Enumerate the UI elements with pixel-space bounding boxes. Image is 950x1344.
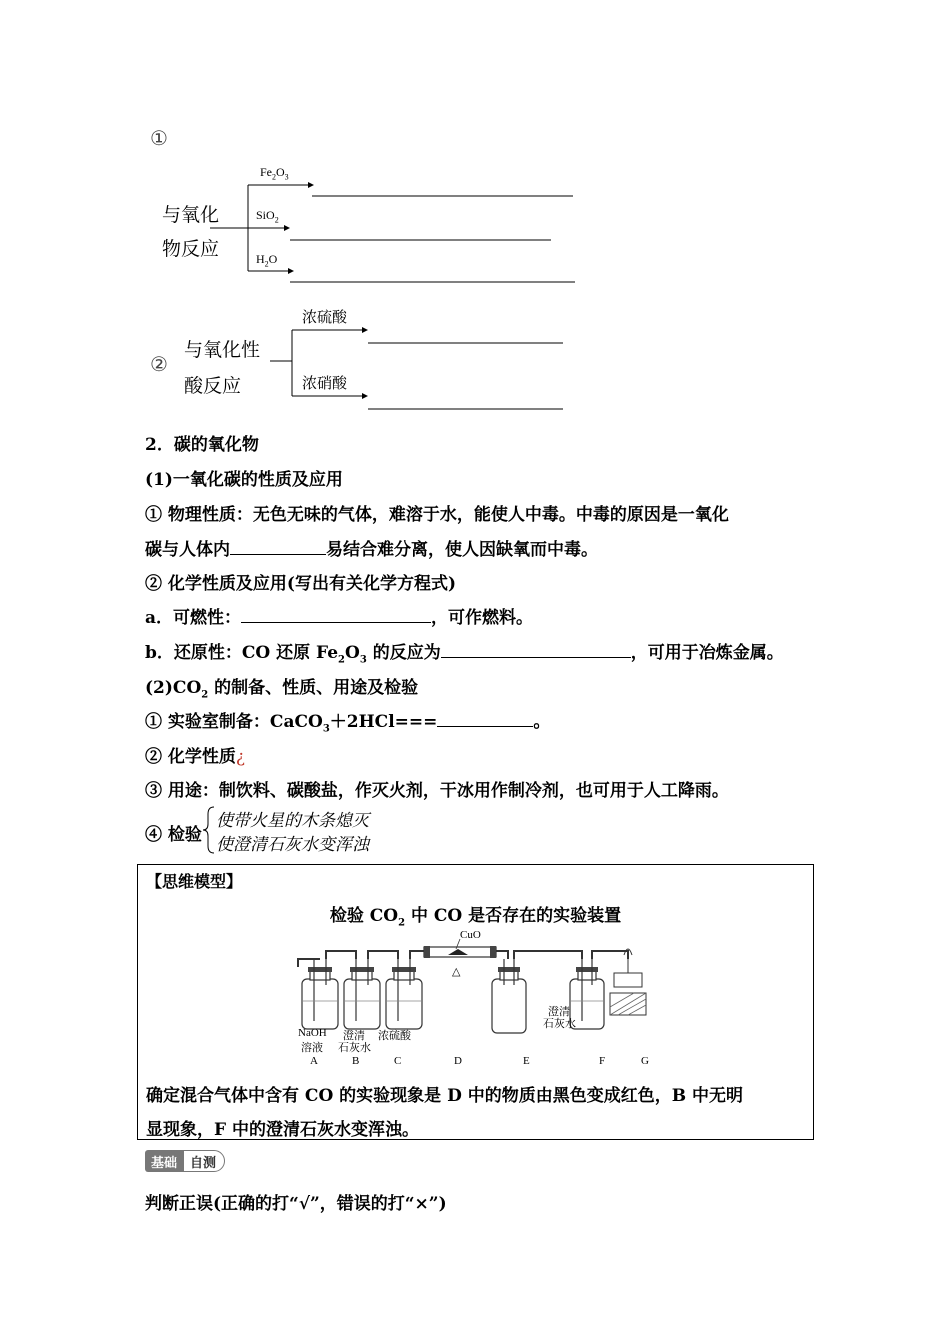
blank-lab-prep (437, 726, 533, 727)
circle-number-2: ② (150, 352, 168, 376)
box-text-line2: 显现象，F 中的澄清石灰水变浑浊。 (146, 1120, 419, 1140)
letter-d: D (454, 1055, 462, 1067)
diagram1-branch1-label: $Fe_2O_3$ (260, 165, 289, 182)
diagram1-arrowhead1 (308, 182, 314, 188)
diagram1-arrowhead3 (288, 268, 294, 274)
bottle-a-label-top: NaOH (298, 1027, 327, 1039)
lab-prep-line: ① 实验室制备：CaCO$_3$＋2HCl=== 。 (145, 712, 551, 735)
diagram1-arrowhead2 (284, 225, 290, 231)
box-text-line1: 确定混合气体中含有 CO 的实验现象是 D 中的物质由黑色变成红色，B 中无明 (146, 1086, 744, 1106)
box-heading: 检验 $CO_2$ 中 CO 是否存在的实验装置 (329, 906, 622, 929)
test-label: ④ 检验 (145, 825, 202, 845)
bottle-e (492, 959, 526, 1033)
test-option-2: 使澄清石灰水变浑浊 (216, 835, 369, 855)
bottle-c (386, 959, 422, 1029)
blank-hemoglobin (230, 554, 326, 555)
blank-reduction (441, 657, 631, 658)
diagram1-branches (0, 0, 950, 420)
bottle-b-label-top: 澄清 (343, 1030, 365, 1042)
blank-combustion (241, 622, 431, 623)
delta-label: △ (452, 966, 461, 978)
subsection-co2: $(2)CO_2$ 的制备、性质、用途及检验 (145, 678, 419, 701)
tube-d (424, 939, 496, 958)
diagram1-label-line1: 与氧化 (162, 204, 220, 226)
test-option-1: 使带火星的木条熄灭 (216, 811, 369, 831)
bottle-a-label-bottom: 溶液 (301, 1042, 323, 1054)
diagram2-label-line1: 与氧化性 (184, 339, 261, 361)
bottle-c-label: 浓硫酸 (378, 1030, 411, 1042)
letter-f: F (599, 1055, 606, 1067)
circle-number-1: ① (150, 126, 168, 150)
diagram2-branch2-label: 浓硝酸 (302, 374, 348, 392)
badge-right: 自测 (183, 1150, 225, 1172)
diagram1-branch3-label: $H_2O$ (256, 252, 278, 269)
bottle-a (302, 959, 338, 1029)
thinking-model-box (137, 864, 814, 1140)
bottle-f-label-bottom: 石灰水 (543, 1018, 576, 1030)
basic-self-test-badge (145, 1150, 225, 1172)
badge-left: 基础 (145, 1150, 183, 1172)
chemical-property-heading: ② 化学性质及应用(写出有关化学方程式) (145, 574, 457, 594)
bottle-f-label-top: 澄清 (548, 1006, 570, 1018)
diagram1-label-line2: 物反应 (162, 238, 220, 260)
letter-a: A (310, 1055, 318, 1067)
physical-property-line2: 碳与人体内 易结合难分离，使人因缺氧而中毒。 (145, 540, 598, 560)
flammability-line: a．可燃性： ，可作燃料。 (145, 608, 534, 628)
diagram1-branch2-label: SiO$_2$ (256, 208, 279, 225)
subsection-co: (1)一氧化碳的性质及应用 (145, 470, 343, 490)
diagram2-branch1-label: 浓硫酸 (302, 308, 348, 326)
bottle-b-label-bottom: 石灰水 (338, 1042, 371, 1054)
section-title: 2．碳的氧化物 (145, 435, 259, 455)
letter-e: E (523, 1055, 530, 1067)
reducibility-line: b．还原性：CO 还原 $Fe_2O_3$ 的反应为 ，可用于冶炼金属。 (145, 643, 784, 666)
cuo-label: CuO (460, 929, 481, 941)
chem-property-co2: ② 化学性质¿ (145, 747, 246, 767)
physical-property-line1: ① 物理性质：无色无味的气体，难溶于水，能使人中毒。中毒的原因是一氧化 (145, 505, 729, 525)
judge-instruction: 判断正误(正确的打“√”，错误的打“×”) (145, 1194, 447, 1214)
test-brace (202, 806, 216, 854)
diagram2-arrowhead2 (362, 393, 368, 399)
box-title: 【思维模型】 (146, 872, 243, 891)
bottle-b (344, 959, 380, 1029)
diagram2-label-line2: 酸反应 (184, 375, 242, 397)
diagram2-arrowhead1 (362, 327, 368, 333)
letter-b: B (352, 1055, 360, 1067)
letter-g: G (641, 1055, 649, 1067)
letter-c: C (394, 1055, 402, 1067)
usage-line: ③ 用途：制饮料、碳酸盐，作灭火剂，干冰用作制冷剂，也可用于人工降雨。 (145, 781, 729, 801)
